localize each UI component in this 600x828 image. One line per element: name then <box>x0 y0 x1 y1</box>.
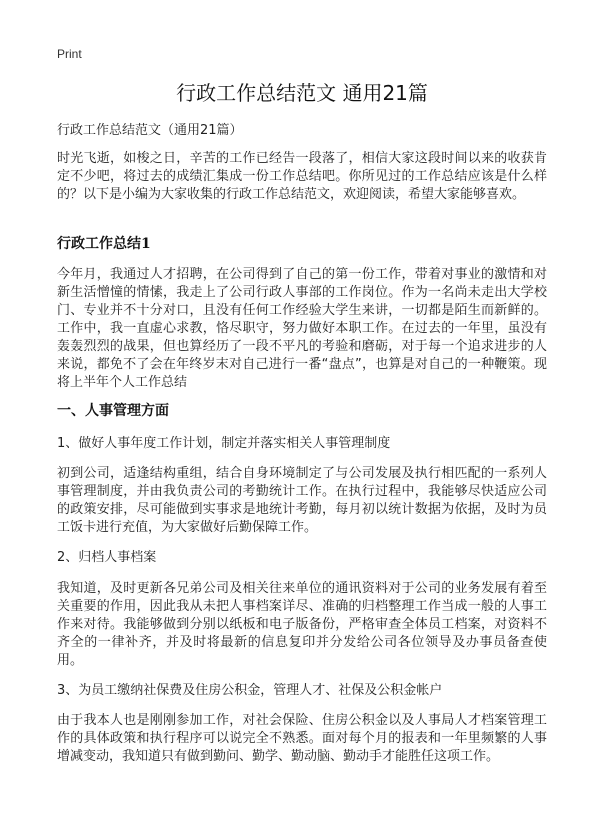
section-heading: 行政工作总结1 <box>57 236 151 252</box>
item-title-1: 1、做好人事年度工作计划，制定并落实相关人事管理制度 <box>57 436 391 451</box>
item-body-2: 我知道，及时更新各兄弟公司及相关往来单位的通讯资料对于公司的业务发展有着至关重要的作用，因此我从未把人事档案详尽、准确的归档整理工作当成一般的人事工作来对待。我能够做到分别以纸板和电子版备份，严格审查全体员工档案，对资料不齐全的一律补齐，并及时将最新的信息复印并分发给公司各位领导及办事员备查使用。 <box>57 581 547 668</box>
item-title-3: 3、为员工缴纳社保费及住房公积金，管理人才、社保及公积金帐户 <box>57 683 443 698</box>
section-body-paragraph: 今年月，我通过人才招聘，在公司得到了自己的第一份工作，带着对事业的激情和对新生活憎憧的情愫，我走上了公司行政人事部的工作岗位。作为一名尚未走出大学校门、专业并不十分对口，且没有任何工作经验大学生来讲，一切都是陌生而新鲜的。工作中，我一直虚心求教，恪尽职守，努力做好本职工作。在过去的一年里，虽没有轰轰烈烈的战果，但也算经历了一段不平凡的考验和磨砺，对于每一个追求进步的人来说，都免不了会在年终岁末对自己进行一番“盘点”，也算是对自己的一种鞭策。现将上半年个人工作总结 <box>57 267 547 390</box>
item-body-3: 由于我本人也是刚刚参加工作，对社会保险、住房公积金以及人事局人才档案管理工作的具体政策和执行程序可以说完全不熟悉。面对每个月的报表和一年里频繁的人事增减变动，我知道只有做到勤问、勤学、勤动脑、勤动手才能胜任这项工作。 <box>57 713 547 764</box>
item-title-2: 2、归档人事档案 <box>57 550 157 565</box>
part-heading: 一、人事管理方面 <box>57 403 169 419</box>
intro-paragraph: 时光飞逝，如梭之日，辛苦的工作已经告一段落了，相信大家这段时间以来的收获肯定不少吧，将过去的成绩汇集成一份工作总结吧。你所见过的工作总结应该是什么样的？以下是小编为大家收集的行政工作总结范文，欢迎阅读，希望大家能够喜欢。 <box>57 151 547 202</box>
print-link[interactable]: Print <box>57 47 82 61</box>
item-body-1: 初到公司，适逢结构重组，结合自身环境制定了与公司发展及执行相匹配的一系列人事管理制度，并由我负责公司的考勤统计工作。在执行过程中，我能够尽快适应公司的政策安排，尽可能做到实事求是地统计考勤，每月初以统计数据为依据，及时为员工饭卡进行充值，为大家做好后勤保障工作。 <box>57 466 547 535</box>
document-subtitle: 行政工作总结范文（通用21篇） <box>57 123 243 138</box>
document-title: 行政工作总结范文 通用21篇 <box>176 81 428 105</box>
